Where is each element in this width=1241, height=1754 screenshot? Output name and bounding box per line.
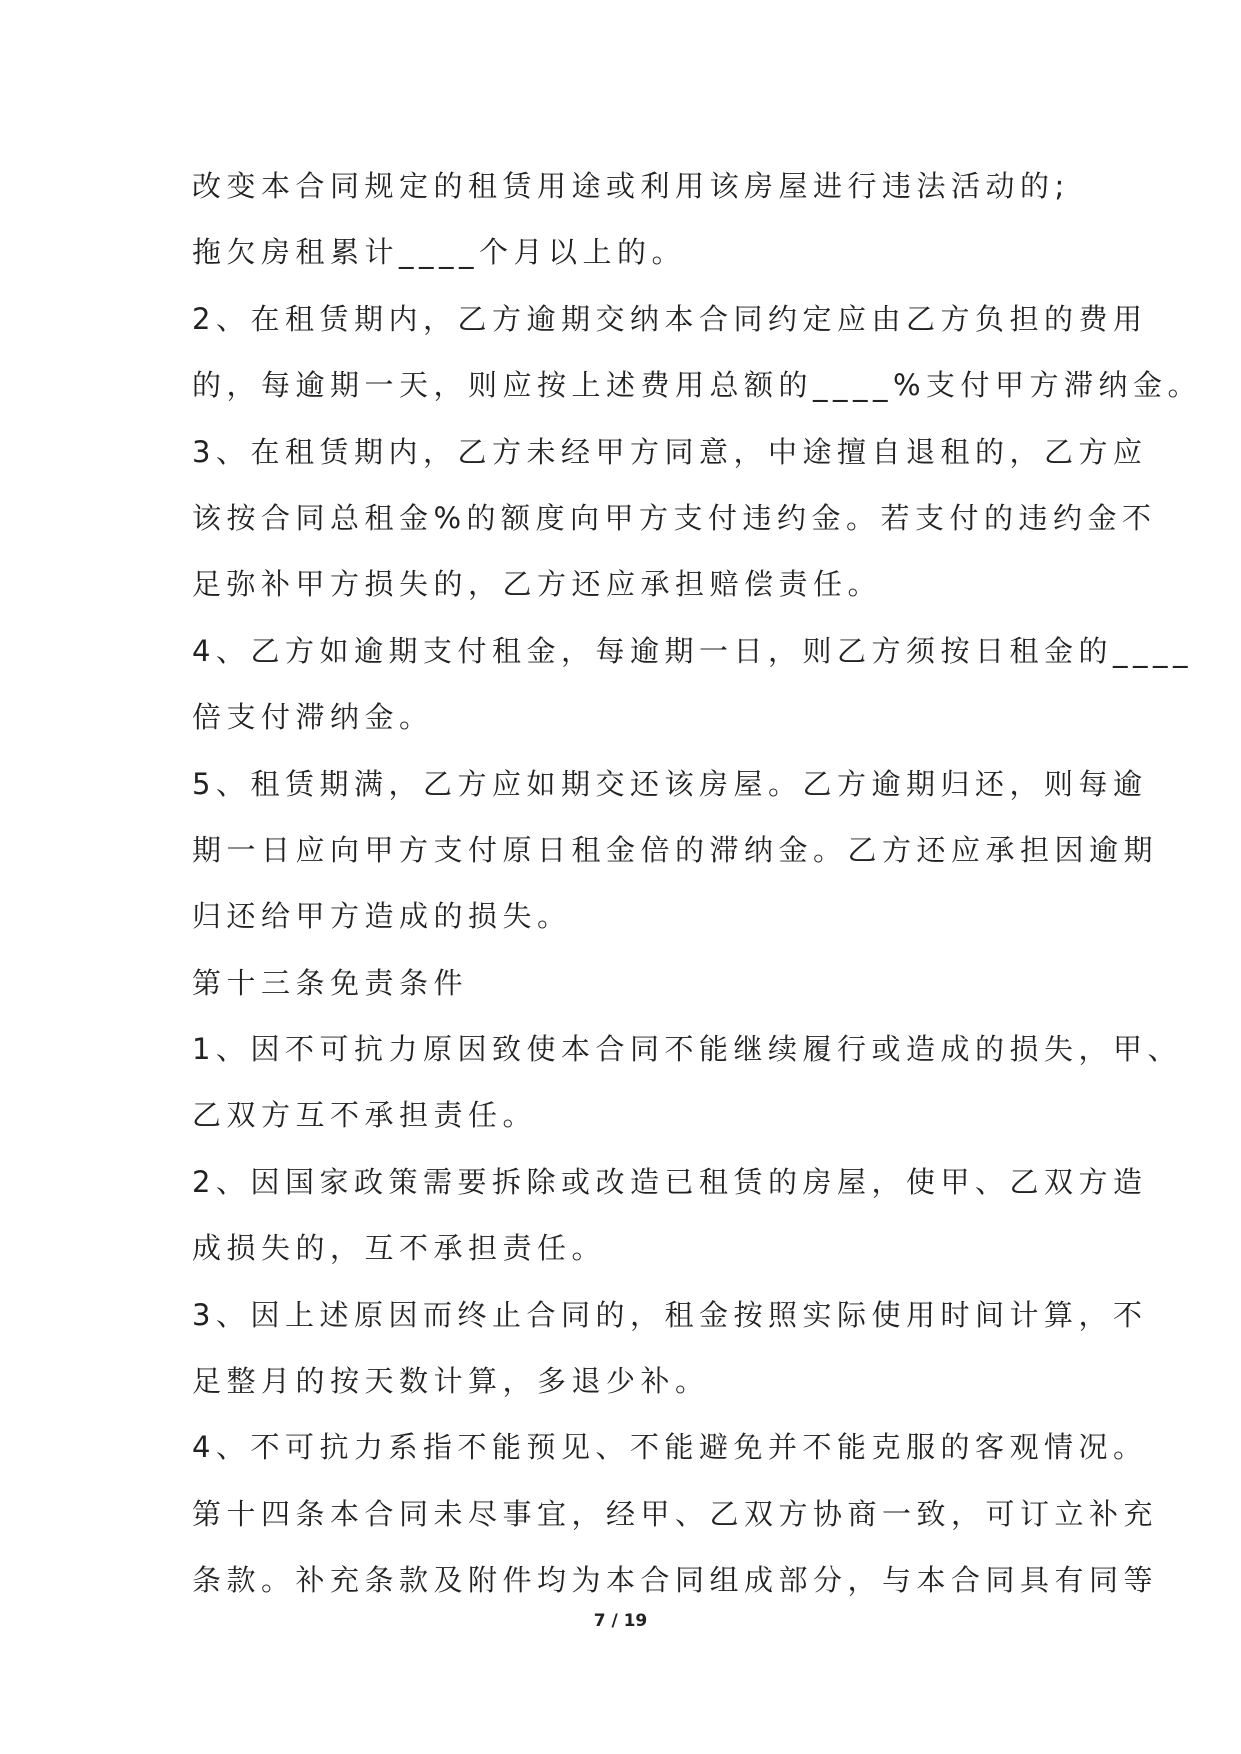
- text-line: 第十四条本合同未尽事宜，经甲、乙双方协商一致，可订立补充: [192, 1496, 1159, 1531]
- text-line: 条款。补充条款及附件均为本合同组成部分，与本合同具有同等: [192, 1563, 1159, 1598]
- text-line: 拖欠房租累计____个月以上的。: [192, 235, 687, 270]
- text-line: 1、因不可抗力原因致使本合同不能继续履行或造成的损失，甲、: [192, 1032, 1182, 1067]
- text-line: 2、因国家政策需要拆除或改造已租赁的房屋，使甲、乙双方造: [192, 1164, 1148, 1199]
- text-line: 倍支付滞纳金。: [192, 700, 434, 735]
- text-line: 4、乙方如逾期支付租金，每逾期一日，则乙方须按日租金的____: [192, 633, 1193, 668]
- text-line: 3、在租赁期内，乙方未经甲方同意，中途擅自退租的，乙方应: [192, 434, 1148, 469]
- text-line: 的，每逾期一天，则应按上述费用总额的____%支付甲方滞纳金。: [192, 368, 1203, 403]
- text-line: 5、租赁期满，乙方应如期交还该房屋。乙方逾期归还，则每逾: [192, 766, 1148, 801]
- text-line: 归还给甲方造成的损失。: [192, 899, 572, 934]
- page-number: 7 / 19: [593, 1611, 648, 1631]
- text-line: 乙双方互不承担责任。: [192, 1098, 538, 1133]
- text-line: 期一日应向甲方支付原日租金倍的滞纳金。乙方还应承担因逾期: [192, 832, 1159, 867]
- text-line: 3、因上述原因而终止合同的，租金按照实际使用时间计算，不: [192, 1297, 1148, 1332]
- text-line: 足弥补甲方损失的，乙方还应承担赔偿责任。: [192, 567, 883, 602]
- text-line: 改变本合同规定的租赁用途或利用该房屋进行违法活动的;: [192, 169, 1070, 203]
- text-line: 该按合同总租金%的额度向甲方支付违约金。若支付的违约金不: [192, 500, 1157, 535]
- text-line: 足整月的按天数计算，多退少补。: [192, 1364, 710, 1399]
- document-body: [192, 166, 1203, 1627]
- section-heading: 第十三条免责条件: [192, 965, 469, 1000]
- text-line: 2、在租赁期内，乙方逾期交纳本合同约定应由乙方负担的费用: [192, 301, 1148, 336]
- text-line: 4、不可抗力系指不能预见、不能避免并不能克服的客观情况。: [192, 1430, 1148, 1465]
- text-line: 成损失的，互不承担责任。: [192, 1231, 607, 1266]
